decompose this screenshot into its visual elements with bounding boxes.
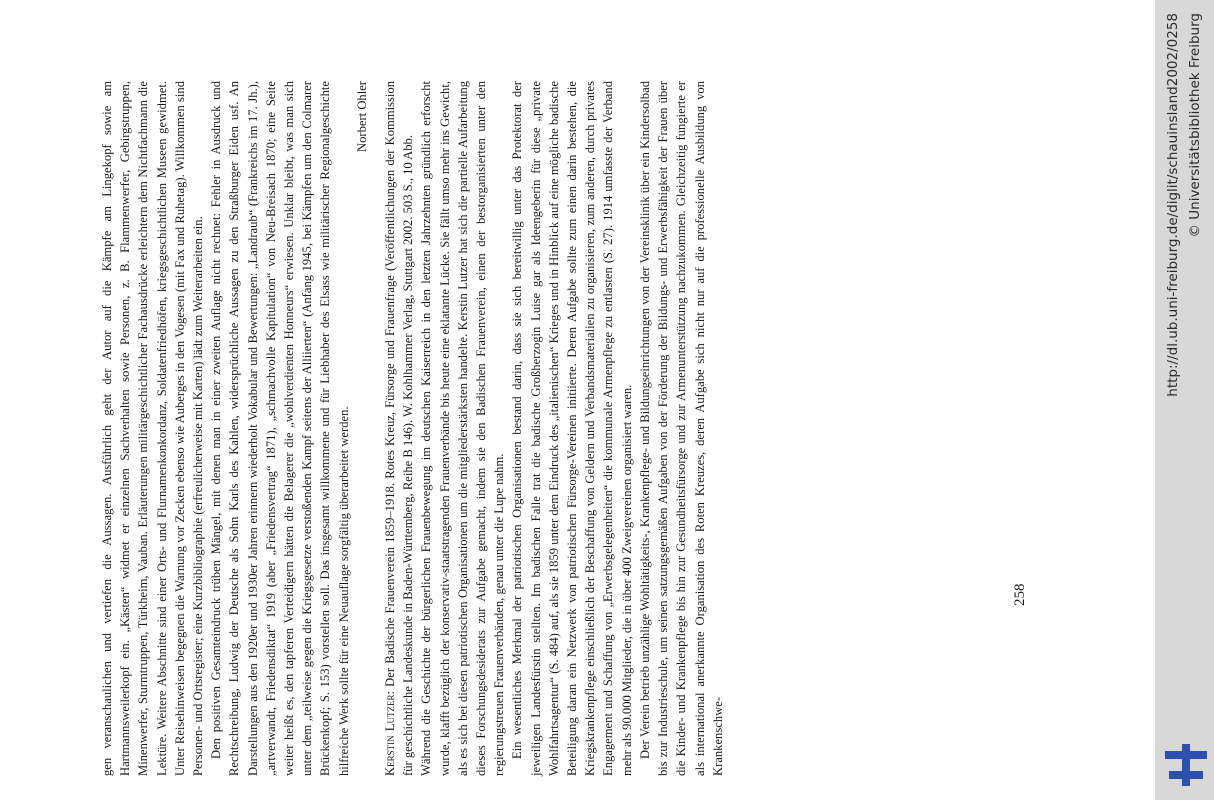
watermark-strip [1155, 0, 1214, 800]
reviewer-signature: Norbert Ohler [354, 81, 369, 152]
ub-freiburg-logo-icon [1165, 744, 1207, 786]
review-paragraph-4: Ein wesentliches Merkmal der patriotischen Organisationen bestand darin, dass sie sich bereitwillig unter das Protektorat der jeweiligen Landesfürstin stellten. Im badischen Falle trat die badische Großherzogin Luise gar als Ideengeberin für diese „private Wohlfahrtsagentur“ (S. 484) auf, als sie 1859 unter dem Eindruck des „italienischen“ Krieges und in Hinblick auf eine mögliche badische Beteiligung daran ein Netzwerk von patriotischen Fürsorge-Vereinen initiierte. Deren Aufgabe sollte zum einen darin bestehen, die Kriegskrankenpflege einschließlich der Beschaffung von Geldern und Verbandsmaterialien zu organisieren, zum anderen, durch privates Engagement und Schaffung von „Erwerbsgelegenheiten“ die kommunale Armenpflege zu entlasten (S. 27). 1914 umfasste der Verband mehr als 90.000 Mitglieder, die in über 400 Zweigvereinen organisiert waren. [510, 81, 634, 776]
review-citation: : Der Badische Frauenverein 1859–1918. Rotes Kreuz, Fürsorge und Frauenfrage (Veröffentlichungen der Kommission für geschichtliche Landeskunde in Baden-Württemberg, Reihe B 146). W. Kohlhammer Verlag, Stuttgart 2002. 503 S., 10 Abb. [383, 81, 416, 776]
review-paragraph-2: Den positiven Gesamteindruck trüben Mängel, mit denen man in einer zweiten Auflage nicht rechnet: Fehler in Ausdruck und Rechtschreibung, Ludwig der Deutsche als Sohn Karls des Kahlen, widersprüchliche Aussagen zu den Straßburger Eiden usf. An Darstellungen aus den 1920er und 1930er Jahren erinnern wiederholt Vokabular und Bewertungen: „Landraub“ (Frankreichs im 17. Jh.), „artverwandt, Friedensdiktat“ 1919 (aber „Friedensvertrag“ 1871), „schmachvolle Kapitulation“ von Neu-Breisach 1870; eine Seite weiter heißt es, den tapferen Verteidigern hätten die Belagerer die „wohlverdienten Honneurs“ erwiesen. Unklar bleibt, was man sich unter dem „teilweise gegen die Kriegsgesetze verstoßenden Kampf seitens der Alliierten“ (Anfang 1945, bei Kämpfen um den Colmarer Brückenkopf; S. 153) vorstellen soll. Das insgesamt willkommene und für Liebhaber des Elsass wie militärischer Regionalgeschichte hilfreiche Werk sollte für eine Neuauflage sorgfältig überarbeitet werden. [209, 81, 351, 776]
review-paragraph-1: gen veranschaulichen und vertiefen die Aussagen. Ausführlich geht der Autor auf die Kämpfe am Lingekopf sowie am Hartmannsweilerkopf ein. „Kästen“ widmet er einzelnen Sachverhalten sowie Personen, z. B. Flammenwerfer, Gebirgstruppen, Minenwerfer, Sturmtruppen, Türkheim, Vauban. Erläuterungen militärgeschichtlicher Fachausdrücke erleichtern dem Nichtfachmann die Lektüre. Weitere Abschnitte sind einer Orts- und Flurnamenkonkordanz, Soldatenfriedhöfen, kriegsgeschichtlichen Museen gewidmet. Unter Reisehinweisen begegnen die Warnung vor Zecken ebenso wie Auberges in den Vogesen (mit Fax und Ruhetag). Willkommen sind Personen- und Ortsregister; eine Kurzbibliographie (erfreulicherweise mit Karten) lädt zum Weiterarbeiten ein. [100, 81, 206, 776]
text-column [98, 81, 727, 776]
copyright-notice: © Universitätsbibliothek Freiburg [1187, 13, 1203, 238]
review-paragraph-5: Der Verein betrieb unzählige Wohltätigkeits-, Krankenpflege- und Bildungseinrichtungen von der Vereinsklinik über ein Kindersolbad bis zur Industrieschule, um seinen satzungsgemäßen Aufgaben von der Förderung der Bildungs- und Erwerbsfähigkeit der Frauen über die Kinder- und Krankenpflege bis hin zur Gesundheitsfürsorge und zur Armenunterstützung nachzukommen. Gleichzeitig fungierte er als international anerkannte Organisation des Roten Kreuzes, deren Aufgabe sich nicht nur auf die professionelle Ausbildung von Krankenschwe- [637, 81, 725, 776]
review-heading [381, 81, 417, 776]
source-url[interactable]: http://dl.ub.uni-freiburg.de/diglit/schauinsland2002/0258 [1165, 13, 1181, 397]
review-author: Kerstin Lutzer [383, 694, 398, 776]
review-paragraph-3: Während die Geschichte der bürgerlichen Frauenbewegung im deutschen Kaiserreich in den letzten Jahrzehnten gründlich erforscht wurde, klafft bezüglich der konservativ-staatstragenden Frauenverbände bis heute eine eklatante Lücke. Sie fällt umso mehr ins Gewicht, als es sich bei diesen patriotischen Organisationen um die mitgliederstärksten handelte. Kerstin Lutzer hat sich die partielle Aufarbeitung dieses Forschungsdesiderats zur Aufgabe gemacht, indem sie den Badischen Frauenverein, einen der bestorganisierten unter den regierungstreuen Frauenverbänden, genau unter die Lupe nahm. [419, 81, 507, 776]
page-number: 258 [1012, 583, 1028, 606]
